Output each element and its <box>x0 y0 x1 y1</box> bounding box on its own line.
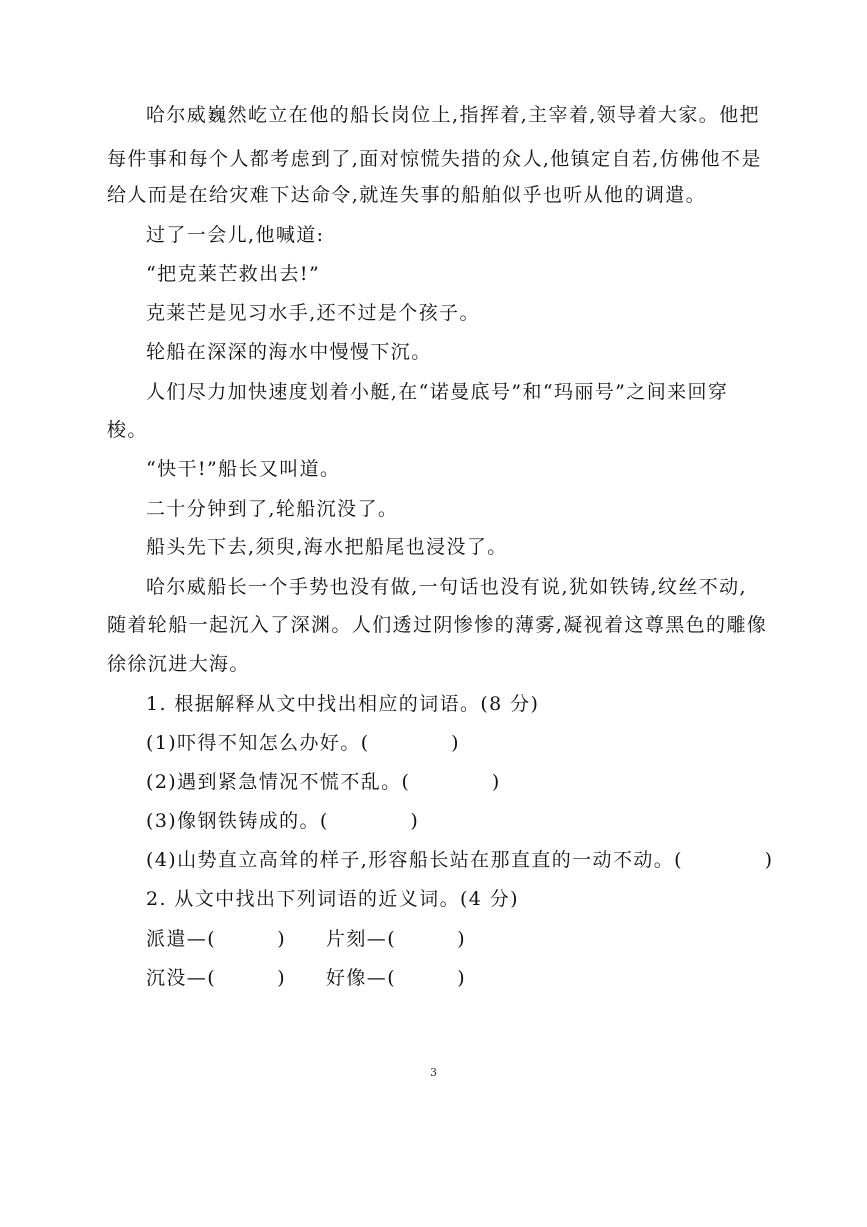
question-2-pair-1: 派遣—( ) <box>146 928 287 950</box>
passage-p5: 轮船在深深的海水中慢慢下沉。 <box>146 341 432 363</box>
passage-p10-line1: 哈尔威船长一个手势也没有做,一句话也没有说,犹如铁铸,纹丝不动, <box>146 576 747 598</box>
passage-p1-line1: 哈尔威巍然屹立在他的船长岗位上,指挥着,主宰着,领导着大家。他把 <box>146 104 760 126</box>
passage-p4: 克莱芒是见习水手,还不过是个孩子。 <box>146 302 480 324</box>
question-1-title: 1. 根据解释从文中找出相应的词语。(8 分) <box>146 693 540 715</box>
passage-p6-line2: 梭。 <box>107 419 148 441</box>
passage-p10-line2: 随着轮船一起沉入了深渊。人们透过阴惨惨的薄雾,凝视着这尊黑色的雕像 <box>107 614 768 636</box>
passage-p2: 过了一会儿,他喊道: <box>146 224 325 246</box>
passage-p9: 船头先下去,须臾,海水把船尾也浸没了。 <box>146 536 508 558</box>
passage-p6-line1: 人们尽力加快速度划着小艇,在“诺曼底号”和“玛丽号”之间来回穿 <box>146 381 729 403</box>
question-2-pair-4: 好像—( ) <box>326 967 467 989</box>
passage-p3: “把克莱芒救出去!” <box>146 263 321 285</box>
question-1-item-1: (1)吓得不知怎么办好。( ) <box>146 732 460 754</box>
passage-p10-line3: 徐徐沉进大海。 <box>107 653 250 675</box>
question-2-title: 2. 从文中找出下列词语的近义词。(4 分) <box>146 888 519 910</box>
passage-p1-line3: 给人而是在给灾难下达命令,就连失事的船舶似乎也听从他的调遣。 <box>107 184 707 206</box>
passage-p1-line2: 每件事和每个人都考虑到了,面对惊慌失措的众人,他镇定自若,仿佛他不是 <box>107 148 762 170</box>
question-1-item-4: (4)山势直立高耸的样子,形容船长站在那直直的一动不动。( ) <box>146 849 774 871</box>
question-2-pair-2: 片刻—( ) <box>326 928 467 950</box>
passage-p7: “快干!”船长又叫道。 <box>146 458 341 480</box>
question-2-pair-3: 沉没—( ) <box>146 967 287 989</box>
passage-p8: 二十分钟到了,轮船沉没了。 <box>146 498 399 520</box>
question-1-item-2: (2)遇到紧急情况不慌不乱。( ) <box>146 771 501 793</box>
question-1-item-3: (3)像钢铁铸成的。( ) <box>146 810 420 832</box>
page-number: 3 <box>430 1066 437 1079</box>
